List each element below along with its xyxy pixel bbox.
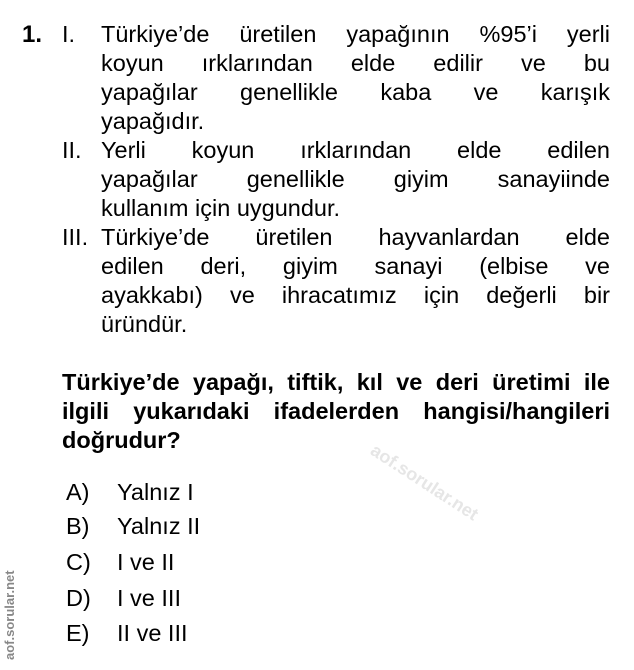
option-e[interactable]: [66, 618, 188, 648]
side-watermark: aof.sorular.net: [2, 570, 17, 660]
option-letter: C): [66, 549, 91, 575]
option-letter: D): [66, 585, 91, 611]
statement-line: ayakkabı) ve ihracatımız için değerli bir: [101, 282, 610, 308]
option-letter: E): [66, 620, 90, 646]
option-b[interactable]: [66, 511, 201, 541]
option-text: Yalnız II: [117, 513, 201, 539]
statement-line: Yerli koyun ırklarından elde edilen: [101, 137, 610, 163]
option-text: Yalnız I: [117, 479, 194, 505]
statement-line: Türkiye’de üretilen yapağının %95’i yerli: [101, 21, 610, 47]
option-c[interactable]: [66, 547, 175, 577]
statement-line: yapağılar genellikle kaba ve karışık: [101, 79, 610, 105]
statement-line: üründür.: [101, 311, 188, 337]
option-d[interactable]: [66, 583, 181, 613]
statement-numeral: I.: [62, 21, 76, 47]
option-letter: A): [66, 479, 90, 505]
question-stem-line: ilgili yukarıdaki ifadelerden hangisi/hangileri: [62, 398, 610, 424]
statement-line: koyun ırklarından elde edilir ve bu: [101, 50, 610, 76]
question-number: 1.: [22, 21, 43, 48]
statement-numeral: II.: [62, 137, 82, 163]
diagonal-watermark: aof.sorular.net: [367, 440, 483, 525]
statement-line: edilen deri, giyim sanayi (elbise ve: [101, 253, 610, 279]
statement-line: Türkiye’de üretilen hayvanlardan elde: [101, 224, 610, 250]
question-stem-line: doğrudur?: [62, 427, 181, 453]
statement-line: yapağıdır.: [101, 108, 205, 134]
option-text: I ve III: [117, 585, 181, 611]
option-text: I ve II: [117, 549, 175, 575]
option-text: II ve III: [117, 620, 188, 646]
question-stem-line: Türkiye’de yapağı, tiftik, kıl ve deri üretimi ile: [62, 369, 610, 395]
statement-line: kullanım için uygundur.: [101, 195, 341, 221]
statement-line: yapağılar genellikle giyim sanayiinde: [101, 166, 610, 192]
option-a[interactable]: [66, 477, 194, 507]
option-letter: B): [66, 513, 90, 539]
statement-numeral: III.: [62, 224, 89, 250]
